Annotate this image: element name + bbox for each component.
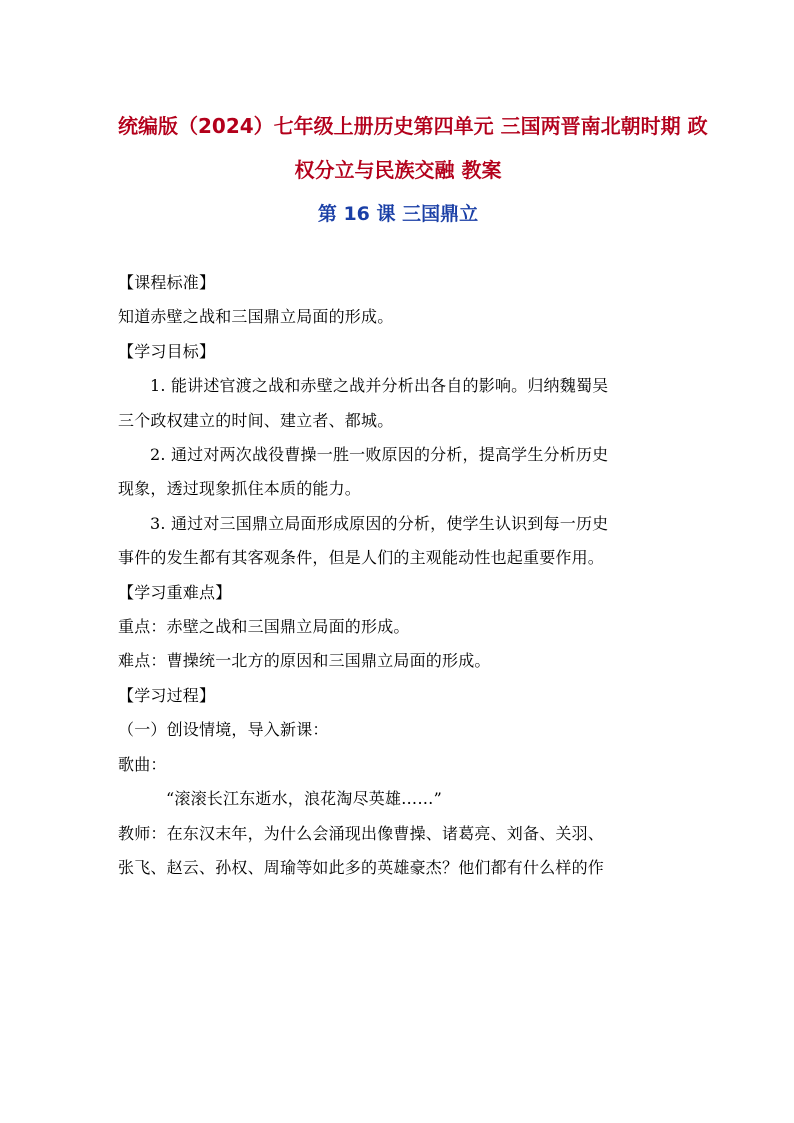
standard-text: 知道赤壁之战和三国鼎立局面的形成。 <box>118 307 394 327</box>
goal-1-line-2: 三个政权建立的时间、建立者、都城。 <box>118 410 394 430</box>
section-heading-goals: 【学习目标】 <box>118 341 216 361</box>
section-heading-standard: 【课程标准】 <box>118 273 216 292</box>
document-title-line-2: 权分立与民族交融 教案 <box>294 158 502 182</box>
process-step-1: （一）创设情境，导入新课： <box>118 720 329 740</box>
section-heading-process: 【学习过程】 <box>118 685 216 705</box>
key-point-text: 重点：赤壁之战和三国鼎立局面的形成。 <box>118 617 410 637</box>
goal-3-line-1: 3. 通过对三国鼎立局面形成原因的分析，使学生认识到每一历史 <box>150 513 609 533</box>
teacher-text-line-2: 张飞、赵云、孙权、周瑜等如此多的英雄豪杰？他们都有什么样的作 <box>118 857 605 877</box>
goal-2-line-1: 2. 通过对两次战役曹操一胜一败原因的分析，提高学生分析历史 <box>150 445 609 465</box>
title-block <box>118 104 708 236</box>
goal-2-line-2: 现象，透过现象抓住本质的能力。 <box>118 479 362 499</box>
goal-1-line-1: 1. 能讲述官渡之战和赤壁之战并分析出各自的影响。归纳魏蜀吴 <box>150 376 609 396</box>
document-body <box>118 266 678 885</box>
teacher-text-line-1: 教师：在东汉末年，为什么会涌现出像曹操、诸葛亮、刘备、关羽、 <box>118 823 605 843</box>
lesson-title: 第 16 课 三国鼎立 <box>317 203 479 225</box>
document-title-line-1: 统编版（2024）七年级上册历史第四单元 三国两晋南北朝时期 政 <box>118 114 708 138</box>
goal-3-line-2: 事件的发生都有其客观条件，但是人们的主观能动性也起重要作用。 <box>118 548 605 568</box>
section-heading-key-points: 【学习重难点】 <box>118 582 232 602</box>
song-label: 歌曲： <box>118 754 167 774</box>
difficult-point-text: 难点：曹操统一北方的原因和三国鼎立局面的形成。 <box>118 651 491 671</box>
song-lyric: “滚滚长江东逝水，浪花淘尽英雄……” <box>166 789 442 809</box>
